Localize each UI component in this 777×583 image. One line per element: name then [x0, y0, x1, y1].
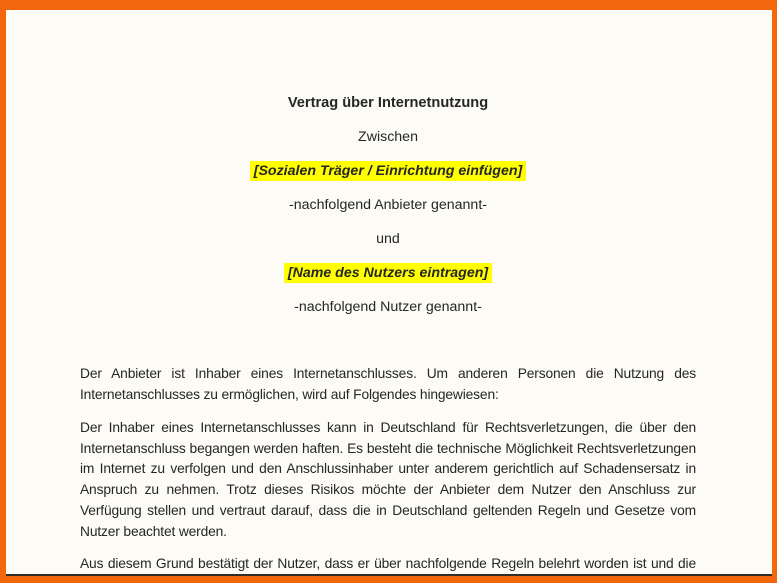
preamble-line-provider	[80, 154, 696, 188]
preamble-line-provider-label: -nachfolgend Anbieter genannt-	[289, 197, 487, 213]
user-placeholder-highlight: [Name des Nutzers eintragen]	[284, 263, 492, 283]
provider-placeholder-highlight: [Sozialen Träger / Einrichtung einfügen]	[250, 161, 527, 181]
body-paragraph-intro: Der Anbieter ist Inhaber eines Internetanschlusses. Um anderen Personen die Nutzung des Internetanschlusses zu ermöglichen, wird auf Folgendes hingewiesen:	[80, 366, 696, 402]
preamble-line-user	[80, 256, 696, 290]
preamble-line-user-label: -nachfolgend Nutzer genannt-	[294, 299, 482, 315]
frame-corner-notch	[0, 0, 7, 7]
preamble-line-zwischen: Zwischen	[358, 129, 418, 145]
preamble-line-und: und	[376, 231, 400, 247]
body-paragraph-liability: Der Inhaber eines Internetanschlusses kann in Deutschland für Rechtsverletzungen, die über den Internetanschluss begangen werden haften. Es besteht die technische Möglichkeit Rechtsverletzungen im Internet zu verfolgen und den Anschlussinhaber unter anderem gerichtlich auf Schadensersatz in Anspruch zu nehmen. Trotz dieses Risikos möchte der Anbieter dem Nutzer den Anschluss zur Verfügung stellen und vertraut darauf, dass die in Deutschland geltenden Regeln und Gesetze vom Nutzer beachtet werden.	[80, 420, 696, 539]
body-paragraph-confirmation: Aus diesem Grund bestätigt der Nutzer, dass er über nachfolgende Regeln belehrt worden ist und die	[80, 556, 696, 571]
document-title: Vertrag über Internetnutzung	[287, 95, 489, 111]
preamble	[80, 120, 696, 324]
page-bottom-edge-line	[6, 574, 772, 576]
